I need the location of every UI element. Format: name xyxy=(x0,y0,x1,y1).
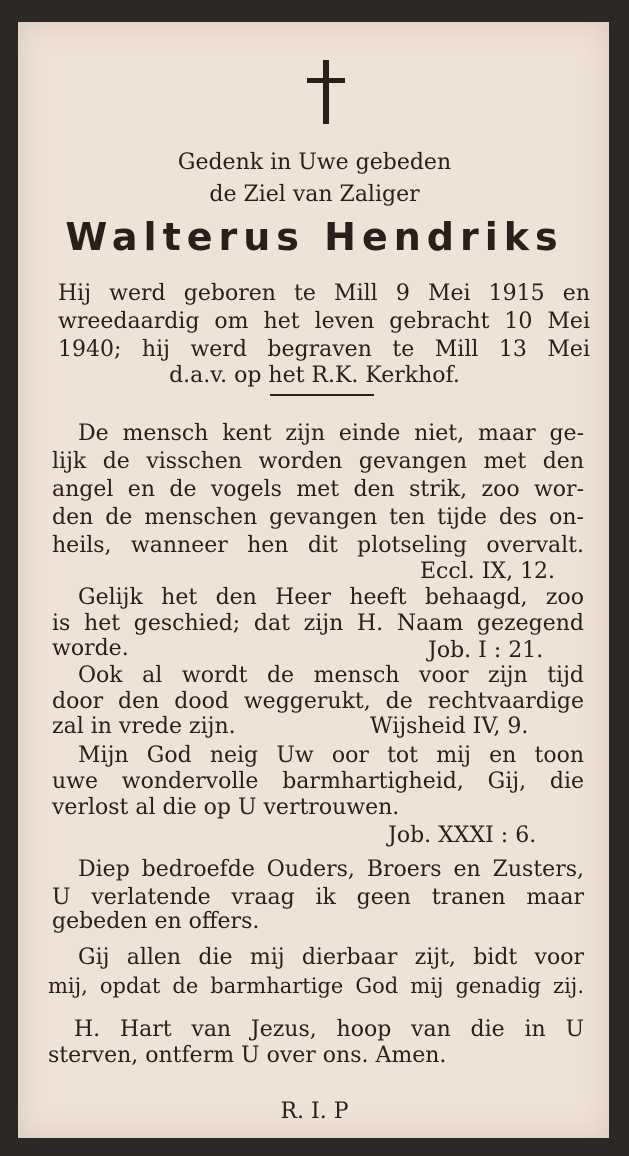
passage-line: heils, wanneer hen dit plotseling overvalt. xyxy=(52,533,584,558)
bio-line: wreedaardig om het leven gebracht 10 Mei xyxy=(58,309,590,334)
passage-line: den de menschen gevangen ten tijde des on- xyxy=(52,505,584,530)
scripture-reference: Eccl. IX, 12. xyxy=(420,559,556,584)
deceased-name: Walterus Hendriks xyxy=(65,215,564,259)
passage-line: Ook al wordt de mensch voor zijn tijd xyxy=(78,663,584,688)
passage-line: mij, opdat de barmhartige God mij genadig zij. xyxy=(48,974,584,998)
passage-line: worde. xyxy=(52,636,129,661)
closing-rip: R. I. P xyxy=(280,1099,349,1124)
cross-icon xyxy=(307,60,347,124)
bio-line: Hij werd geboren te Mill 9 Mei 1915 en xyxy=(58,281,590,306)
passage-line: uwe wondervolle barmhartigheid, Gij, die xyxy=(52,769,584,794)
passage-line: is het geschied; dat zijn H. Naam gezegend xyxy=(52,611,584,636)
passage-line: U verlatende vraag ik geen tranen maar xyxy=(52,885,584,910)
bio-line: d.a.v. op het R.K. Kerkhof. xyxy=(169,363,460,388)
scripture-reference: Job. I : 21. xyxy=(428,638,544,663)
scripture-reference: Job. XXXI : 6. xyxy=(388,823,537,848)
passage-line: De mensch kent zijn einde niet, maar ge- xyxy=(78,421,584,446)
passage-line: lijk de visschen worden gevangen met den xyxy=(52,449,584,474)
passage-line: door den dood weggerukt, de rechtvaardige xyxy=(52,689,584,714)
passage-line: H. Hart van Jezus, hoop van die in U xyxy=(74,1017,584,1042)
passage-line: sterven, ontferm U over ons. Amen. xyxy=(48,1043,447,1068)
divider xyxy=(270,394,374,396)
passage-line: Gij allen die mij dierbaar zijt, bidt voor xyxy=(78,945,584,970)
header-line: Gedenk in Uwe gebeden xyxy=(177,150,452,175)
passage-line: gebeden en offers. xyxy=(52,909,260,934)
passage-line: Gelijk het den Heer heeft behaagd, zoo xyxy=(78,585,584,610)
passage-line: zal in vrede zijn. xyxy=(52,714,236,739)
header-line: de Ziel van Zaliger xyxy=(209,182,420,207)
passage-line: angel en de vogels met den strik, zoo wor- xyxy=(52,477,584,502)
passage-line: Diep bedroefde Ouders, Broers en Zusters, xyxy=(78,857,584,882)
scripture-reference: Wijsheid IV, 9. xyxy=(370,714,529,739)
bio-line: 1940; hij werd begraven te Mill 13 Mei xyxy=(58,337,590,362)
passage-line: Mijn God neig Uw oor tot mij en toon xyxy=(78,743,584,768)
passage-line: verlost al die op U vertrouwen. xyxy=(52,795,400,820)
